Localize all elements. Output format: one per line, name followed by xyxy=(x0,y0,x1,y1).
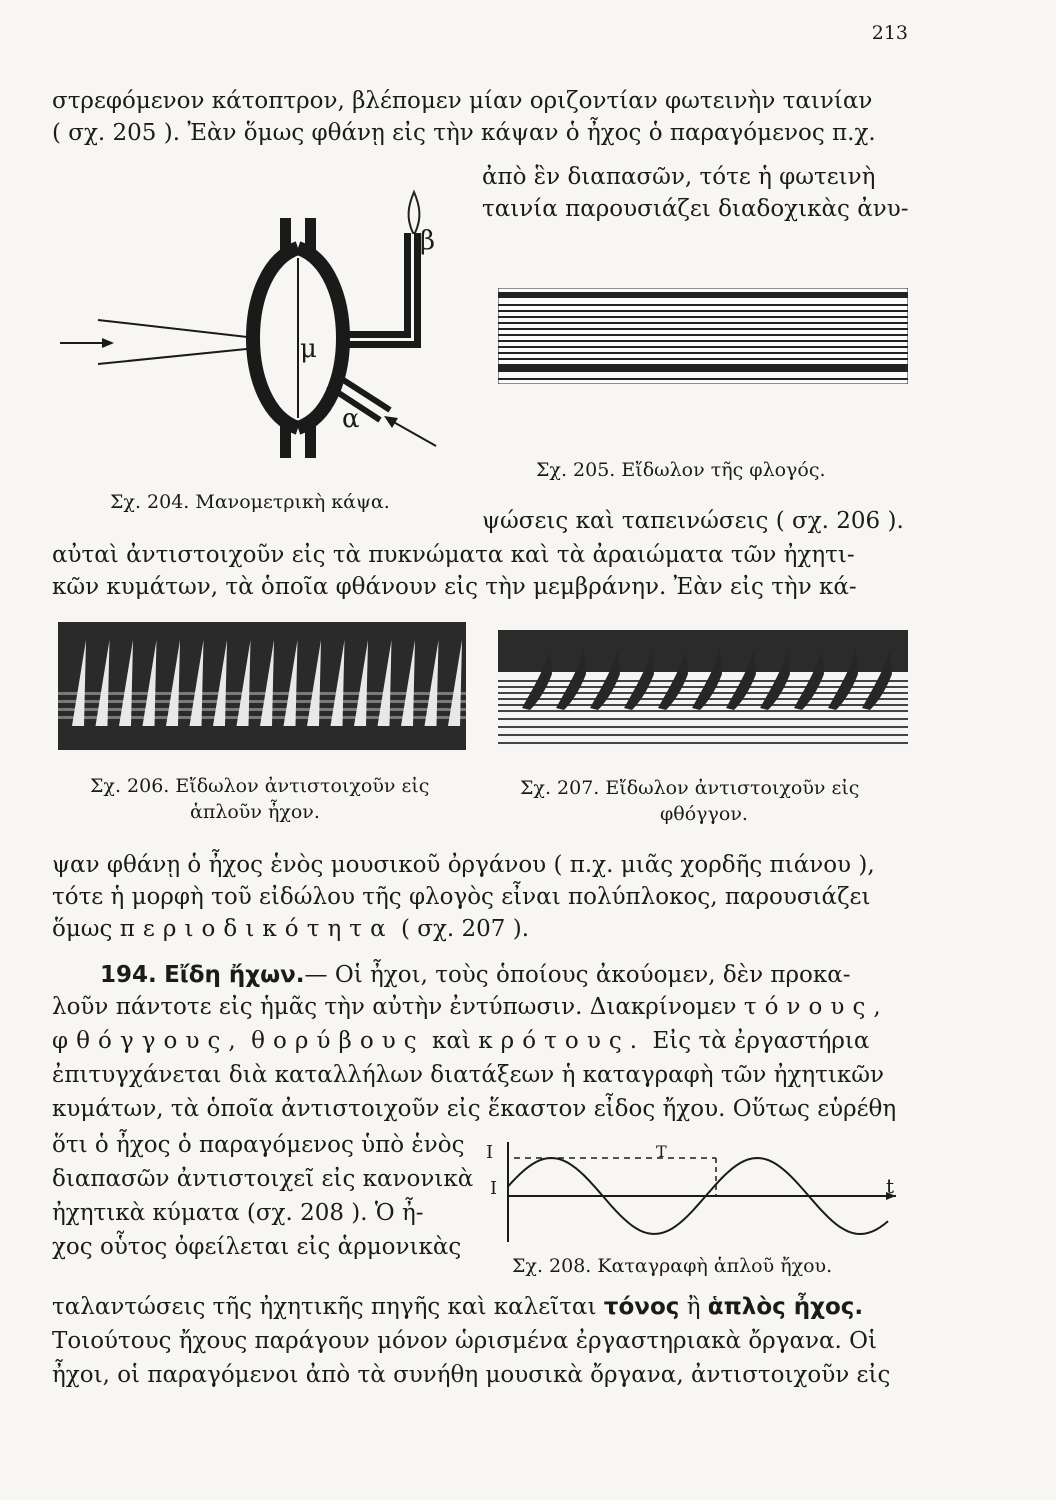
word-krotous: κρότους. xyxy=(478,1028,646,1054)
caption-fig-204: Σχ. 204. Μανομετρικὴ κάψα. xyxy=(110,491,390,513)
caption-fig-207-line1: Σχ. 207. Εἴδωλον ἀντιστοιχοῦν εἰς xyxy=(520,777,860,799)
section-number: 194. xyxy=(100,962,157,988)
term-tonos: τόνος xyxy=(603,1294,680,1320)
word-thoryvous: θορύβους xyxy=(251,1028,425,1054)
final-line-2: Τοιούτους ἤχους παράγουν μόνον ὡρισμένα ἐργαστηριακὰ ὄργανα. Οἱ xyxy=(52,1328,877,1354)
label-beta: β xyxy=(420,226,436,256)
caption-fig-208: Σχ. 208. Καταγραφὴ ἁπλοῦ ἤχου. xyxy=(512,1255,833,1277)
section-line-4: ἐπιτυγχάνεται διὰ καταλλήλων διατάξεων ἡ καταγραφὴ τῶν ἠχητικῶν xyxy=(52,1062,884,1088)
caption-fig-207-line2: φθόγγον. xyxy=(660,803,748,825)
right-text-line-2: ταινία παρουσιάζει διαδοχικὰς ἀνυ- xyxy=(482,196,909,222)
figure-207 xyxy=(498,630,908,750)
section-title: Εἴδη ἤχων. xyxy=(164,962,305,988)
text-line-6: τότε ἡ μορφὴ τοῦ εἰδώλου τῆς φλογὸς εἶναι πολύπλοκος, παρουσιάζει xyxy=(52,884,871,910)
final-line-3: ἦχοι, οἱ παραγόμενοι ἀπὸ τὰ συνήθη μουσικὰ ὄργανα, ἀντιστοιχοῦν εἰς xyxy=(52,1362,891,1388)
figure-208 xyxy=(484,1138,904,1248)
section-line-3-tail: Εἰς τὰ ἐργαστήρια xyxy=(652,1028,870,1054)
periodicity-suffix: ( σχ. 207 ). xyxy=(393,916,530,942)
text-line-3: αὐταὶ ἀντιστοιχοῦν εἰς τὰ πυκνώματα καὶ τὰ ἀραιώματα τῶν ἠχητι- xyxy=(52,542,855,568)
text-line-4: κῶν κυμάτων, τὰ ὁποῖα φθάνουν εἰς τὴν μεμβράνην. Ἐὰν εἰς τὴν κά- xyxy=(52,574,857,600)
right-text-line-3: ψώσεις καὶ ταπεινώσεις ( σχ. 206 ). xyxy=(482,508,904,534)
text-line-1: στρεφόμενον κάτοπτρον, βλέπομεν μίαν οριζοντίαν φωτεινὴν ταινίαν xyxy=(52,88,873,114)
fig208-label-I-axis: I xyxy=(490,1178,498,1199)
text-line-5: ψαν φθάνῃ ὁ ἦχος ἑνὸς μουσικοῦ ὀργάνου ( π.χ. μιᾶς χορδῆς πιάνου ), xyxy=(52,852,875,878)
caption-fig-206-line2: ἁπλοῦν ἦχον. xyxy=(190,801,320,823)
section-line-2 xyxy=(52,992,900,1022)
wrap-line-1: ὅτι ὁ ἦχος ὁ παραγόμενος ὑπὸ ἑνὸς xyxy=(52,1132,465,1158)
section-line-2-text: λοῦν πάντοτε εἰς ἡμᾶς τὴν αὐτὴν ἐντύπωσιν. Διακρίνομεν xyxy=(52,994,737,1020)
final-line-1 xyxy=(52,1292,900,1322)
word-kai: καὶ xyxy=(432,1028,471,1054)
text-line-2: ( σχ. 205 ). Ἐὰν ὅμως φθάνῃ εἰς τὴν κάψαν ὁ ἦχος ὁ παραγόμενος π.χ. xyxy=(52,120,876,146)
fig208-label-I-top: I xyxy=(486,1142,494,1163)
wrap-line-3: ἠχητικὰ κύματα (σχ. 208 ). Ὁ ἦ- xyxy=(52,1200,424,1226)
right-text-line-1: ἀπὸ ἓν διαπασῶν, τότε ἡ φωτεινὴ xyxy=(482,164,876,190)
section-heading-line xyxy=(100,960,900,990)
word-fthoggous: φθόγγους, xyxy=(52,1028,244,1054)
page-number: 213 xyxy=(871,22,908,44)
word-tonous: τόνους, xyxy=(743,994,889,1020)
fig208-label-T: T xyxy=(656,1142,667,1161)
figure-205 xyxy=(498,288,908,384)
figure-206 xyxy=(58,622,466,750)
caption-fig-205: Σχ. 205. Εἴδωλον τῆς φλογός. xyxy=(536,459,826,481)
label-mu: μ xyxy=(300,334,317,364)
section-line-3 xyxy=(52,1026,900,1056)
final-line-1-text: ταλαντώσεις τῆς ἠχητικῆς πηγῆς καὶ καλεῖται xyxy=(52,1294,597,1320)
periodicity-prefix: ὅμως xyxy=(52,916,113,942)
term-aplos-ichos: ἁπλὸς ἦχος. xyxy=(707,1294,864,1320)
final-line-1-or: ἢ xyxy=(686,1294,701,1320)
text-line-7 xyxy=(52,914,900,944)
label-alpha: α xyxy=(342,404,360,434)
figure-204 xyxy=(58,188,458,458)
caption-fig-206-line1: Σχ. 206. Εἴδωλον ἀντιστοιχοῦν εἰς xyxy=(90,775,430,797)
section-line-5: κυμάτων, τὰ ὁποῖα ἀντιστοιχοῦν εἰς ἕκαστον εἶδος ἤχου. Οὕτως εὑρέθη xyxy=(52,1096,897,1122)
fig208-label-t: t xyxy=(886,1174,895,1198)
periodicity-word: περιοδικότητα xyxy=(119,916,394,942)
section-first-text: — Οἱ ἦχοι, τοὺς ὁποίους ἀκούομεν, δὲν προκα- xyxy=(304,962,851,988)
wrap-line-2: διαπασῶν ἀντιστοιχεῖ εἰς κανονικὰ xyxy=(52,1166,474,1192)
wrap-line-4: χος οὗτος ὀφείλεται εἰς ἁρμονικὰς xyxy=(52,1234,462,1260)
